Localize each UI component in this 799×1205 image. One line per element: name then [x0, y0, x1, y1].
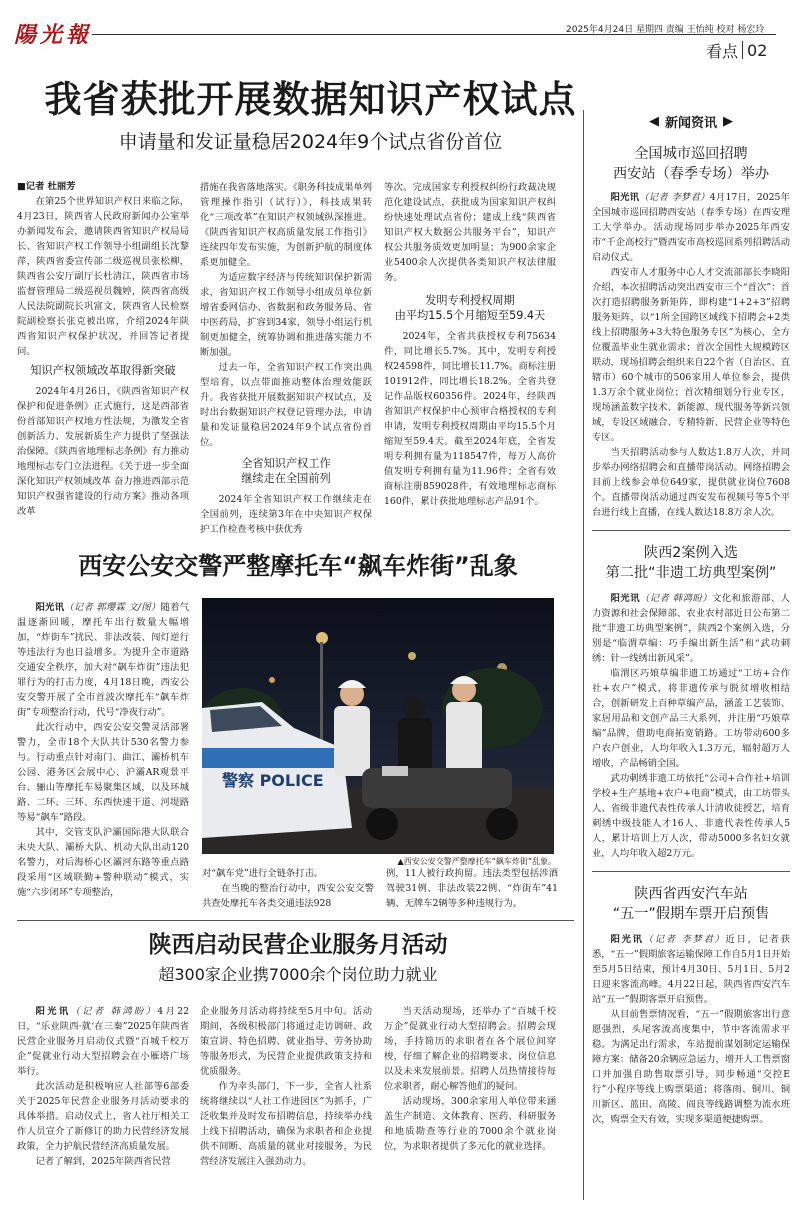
lead-paragraph: 过去一年，全省知识产权工作突出典型培育，以点带面推动整体治理效能跃升。我省获批开展数据知识产权试点，及时出台数据知识产权登记管理办法，申请量和发证量稳居2024年9个试点省份首位。 — [200, 362, 372, 448]
private-paragraph: 活动现场，300余家用人单位带来涵盖生产制造、文体教育、医药、科研服务和地质勘查等行业的7000余个就业岗位，为求职者提供了多元化的就业选择。 — [384, 1096, 556, 1152]
lead-paragraph: 2024年4月26日，《陕西省知识产权保护和促进条例》正式施行，这是西部省份首部知识产权地方性法规，为激发全省创新活力、发展新质生产力提供了坚强法治保障。《陕西省地理标志条例》有力推动地理标志专门立法进程。《关于进一步全面深化知识产权领域改革 奋力推进西部示范知识产权强省建设的行动方案》推动各项改革 — [17, 386, 189, 517]
section-divider — [742, 41, 743, 59]
police-paragraph: 此次行动中，西安公安交警灵活部署警力，全市18个大队共计530名警力参与。行动重点针对南门、曲江、灞桥机车公园、港务区会展中心、沪灞AR观景平台、骊山等摩托车易聚集区域，以及环城路、二环、三环、东西快速干道、河堤路等易“飙车”路段。 — [17, 722, 189, 823]
lead-subheading: 全省知识产权工作 继续走在全国前列 — [241, 457, 331, 485]
sidebar-item-2-paragraph: 临渭区巧娘草编非遗工坊通过“工坊+合作社+农户”模式，将非遗传承与脱贫增收相结合，创新研发上百种草编产品，涵盖工艺装饰、家居用品和文创产品三大系列，并注册“巧娘草编”品牌，借助电商拓宽销路。工坊带动600多户农户创业，人均年收入1.3万元，辐射超万人增收，产品畅销全国。 — [592, 668, 790, 769]
sidebar-item-1-lead: 阳光讯 — [610, 192, 640, 203]
sidebar-item-2-text: 文化和旅游部、人力资源和社会保障部、农业农村部近日公布第二批“非遗工坊典型案例”，陕西2个案例入选，分别是“临渭草编：巧手编出新生活”和“武功刺绣：针一线绣出新风采”。 — [592, 593, 790, 664]
page-number: 02 — [747, 40, 768, 60]
police-col-2 — [202, 866, 374, 911]
police-paragraph: 例，11人被行政拘留。违法类型包括涉酒驾驶31例、非法改装22例、“炸街车”41辆、无牌车2辆等多种违规行为。 — [386, 868, 558, 909]
lead-subheading: 知识产权领域改革取得新突破 — [30, 364, 176, 377]
private-col-3 — [384, 1004, 556, 1154]
sidebar-item-1-paragraph: 西安市人才服务中心人才交流部部长李晓阳介绍，本次招聘活动突出西安市三个“首次”：首次打造招聘服务新矩阵，即构建“1+2+3”招聘服务矩阵，以“1所全国跨区域线下招聘会+2类线上招聘服务+3大特色服务专区”为核心，全方位覆盖毕业生就业需求；首次全国性大规模跨区联动，现场招聘会组织来自22个省（自治区、直辖市）60个城市的506家用人单位参会，提供1.3万余个就业岗位；首次精细划分行业专区，现场涵盖数字技术、新能源、现代服务等新兴领域，专设区域融合、专精特新、民营企业等特色专区。 — [592, 267, 790, 443]
lead-subhead: 申请量和发证量稳居2024年9个试点省份首位 — [118, 131, 503, 153]
sidebar-item-2-paragraph — [592, 591, 790, 666]
lead-col-3 — [384, 180, 556, 509]
sidebar-item-2-byline: （记者 韩鸿盼） — [640, 593, 713, 604]
private-lead: 阳光讯 — [35, 1006, 71, 1017]
arrow-right-icon: ▶ — [723, 113, 733, 129]
sidebar-item-3-paragraph: 从目前售票情况看，“五一”假期旅客出行意愿强烈，头尾客流高度集中，节中客流需求平稳。为满足出行需求，车站提前谋划制定运输保障方案：储备20余辆应急运力，增开人工售票窗口并加强自助售取票引导，同步畅通“交控E行”小程序等线上购票渠道；将落雨、铜川、铜川新区、蓝田、高陵、阎良等线路调整为流水班次，购票全天有效，实现多渠道便捷购票。 — [592, 1009, 790, 1125]
police-car-sign: 警察 POLICE — [222, 771, 324, 790]
lead-paragraph: 2024年全省知识产权工作继续走在全国前列，连续第3年在中央知识产权保护工作检查考核中获优秀 — [200, 494, 372, 535]
private-paragraph: 当天活动现场，还举办了“百城千校万企”促就业行动大型招聘会。招聘会现场，手持简历的求职者在各个展位间穿梭，仔细了解企业的招聘要求、岗位信息以及未来发展前景。招聘人员热情接待每位求职者，耐心解答他们的疑问。 — [384, 1006, 556, 1092]
private-paragraph: 作为幸头部门，下一步，全省人社系统将继续以“人社工作进园区”为抓手，广泛收集并及时发布招聘信息，持续举办线上线下招聘活动，确保为求职者和企业提供不间断、高质量的就业对接服务，为民营经济发展注入强劲动力。 — [200, 1081, 372, 1167]
newspaper-logo: 陽光報 — [14, 22, 93, 48]
private-paragraph: 记者了解到，2025年陕西省民营 — [35, 1156, 171, 1167]
sidebar-item-1-paragraph — [592, 190, 790, 265]
private-byline: （记者 韩鸿盼） — [70, 1006, 158, 1017]
sidebar-section-label — [592, 108, 790, 134]
private-subhead: 超300家企业携7000余个岗位助力就业 — [158, 965, 438, 984]
sidebar-item-1-paragraph: 当天招聘活动参与人数达1.8万人次，并同步举办网络招聘会和直播带岗活动。网络招聘会目前上线参会单位649家，提供就业岗位7608个。直播带岗活动通过西安发布视频号等5个平台进行线上直播，在线人数达18.8万余人次。 — [592, 447, 790, 518]
sidebar-item-2-lead: 阳光讯 — [610, 593, 640, 604]
dateline: 2025年4月24日 星期四 责编 王怡纯 校对 杨宏玲 — [566, 25, 765, 35]
section-name: 看点 — [706, 41, 739, 61]
police-photo — [202, 598, 554, 854]
sidebar-item-3-text: 近日，记者获悉，“五一”假期旅客运输保障工作自5月1日开始至5月5日结束，预计4月30日、5月1日、5月2日迎来客流高峰。4月22日起，陕西省西安汽车站“五一”假期客票开启预售。 — [592, 934, 790, 1005]
sidebar-item-1-title: 全国城市巡回招聘 西安站（春季专场）举办 — [612, 146, 770, 182]
lead-col-2 — [200, 180, 372, 537]
police-paragraph: 对“飙车党”进行全链条打击。 在当晚的整治行动中，西安公安交警共查处摩托车各类交通违法928 — [202, 868, 374, 909]
lead-paragraph: 在第25个世界知识产权日来临之际，4月23日，陕西省人民政府新闻办公室举办新闻发布会，邀请陕西省知识产权局局长、省知识产权工作领导小组副组长沈黎萍，陕西省委宣传部二级巡视员张松柳，陕西省公安厅副厅长杜清江，陕西省市场监督管理局二级巡视员魏婷，陕西省高级人民法院副院长巩富文，陕西省人民检察院副检察长张克被出席，介绍2024年陕西省知识产权保护状况，并回答记者提问。 — [17, 196, 189, 357]
lead-col-1 — [17, 180, 189, 519]
police-lead: 阳光讯 — [35, 602, 65, 613]
lead-byline: ■记者 杜丽芳 — [17, 181, 76, 192]
lead-headline: 我省获批开展数据知识产权试点 — [44, 78, 577, 121]
lead-paragraph: 措施在我省落地落实。《职务科技成果单列管理操作指引（试行）》，科技成果转化“三项改革”在知识产权领域纵深推进。《陕西省知识产权高质量发展工作指引》连续四年发布实施，为创新护航的制度体系更加健全。 — [200, 182, 372, 268]
private-paragraph: 企业服务月活动将持续至5月中旬。活动期间，各级积极部门将通过走访调研、政策宣讲、特色招聘、就业指导、劳务协助等服务形式，为民营企业提供政策支持和优质服务。 — [200, 1006, 372, 1077]
lead-paragraph: 2024年，全省共获授权专利75634件，同比增长5.7%。其中，发明专利授权24598件，同比增长11.7%。商标注册101912件，同比增长18.2%。全省共登记作品版权60356件。2024年，经陕西省知识产权保护中心预审合格授权的专利申请，发明专利授权周期由平均15.5个月缩短至59.4天。截至2024年底，全省发明专利拥有量为118547件，每万人高价值发明专利拥有量为11.96件；全省有效商标注册859028件，有效地理标志商标160件，累计获批地理标志产品91个。 — [384, 331, 556, 507]
police-paragraph: 其中，交管支队沪灞国际港大队联合未央大队、灞桥大队、机动大队出动120名警力，对后海桥心区灞河东路等重点路段采用“区域联勤+警种联动”模式，实施“六步闭环”专项整治， — [17, 827, 189, 898]
sidebar-item-2-title: 陕西2案例入选 第二批“非遗工坊典型案例” — [605, 545, 777, 581]
private-col-1 — [17, 1004, 189, 1169]
police-text: 随着气温逐渐回暖，摩托车出行数量大幅增加，“炸街车”扰民、非法改装、闯灯逆行等违法行为也日益增多。为提升全市道路交通安全秩序，加大对“飙车炸街”违法犯罪行为的打击力度，4月18日晚，西安公安交警开展了全市首波次摩托车“飙车炸街”专项整治行动，代号“净夜行动”。 — [17, 602, 189, 718]
lead-subheading: 发明专利授权周期 由平均15.5个月缩短至59.4天 — [394, 294, 546, 322]
police-photo-caption: ▲西安公安交警严整摩托车“飙车炸街”乱象。 — [397, 857, 556, 866]
private-headline: 陕西启动民营企业服务月活动 — [148, 932, 448, 958]
sidebar-label-text: 新闻资讯 — [664, 115, 717, 131]
sidebar-divider — [592, 871, 790, 872]
sidebar — [592, 108, 790, 1127]
police-col-3 — [386, 866, 558, 911]
police-headline: 西安公安交警严整摩托车“飙车炸街”乱象 — [78, 552, 518, 580]
private-paragraph: 此次活动是积极响应人社部等6部委关于2025年民营企业服务月活动要求的具体举措。启动仪式上，省人社厅相关工作人员宣介了新修订的助力民营经济发展政策，全力护航民营经济高质量发展。 — [17, 1081, 189, 1152]
column-rule — [583, 110, 584, 1200]
section-tag — [706, 38, 767, 62]
sidebar-item-1-text: 4月17日，2025年全国城市巡回招聘西安站（春季专场）在西安理工大学举办。活动现场同步举办2025年西安市“千企高校行”暨西安市高校巡回系列招聘活动启动仪式。 — [592, 192, 790, 263]
police-paragraph — [17, 600, 189, 720]
sidebar-item-3-paragraph — [592, 932, 790, 1007]
police-photo-image — [202, 598, 554, 854]
private-paragraph — [17, 1004, 189, 1079]
private-text: 4月22日，“乐业陕西·就‘在三秦”2025年陕西省民营企业服务月启动仪式暨“百城千校万企”促就业行动大型招聘会在小雁塔广场举行。 — [17, 1006, 189, 1077]
masthead — [0, 0, 799, 66]
police-col-1 — [17, 600, 189, 900]
lead-paragraph: 为适应数字经济与传统知识保护新需求，省知识产权工作领导小组成员单位新增省委网信办、省数据和政务服务局、省中医药局，扩容到34家，领导小组运行机制更加健全，统筹协调和推进落实能力不断加强。 — [200, 272, 372, 358]
sidebar-divider — [592, 530, 790, 531]
arrow-left-icon: ◀ — [648, 113, 659, 129]
sidebar-item-3-title: 陕西省西安汽车站 “五一”假期车票开启预售 — [612, 886, 770, 922]
section-rule — [17, 920, 574, 921]
sidebar-item-3-byline: （记者 李梦君） — [643, 934, 726, 945]
sidebar-item-1-byline: （记者 李梦君） — [639, 192, 710, 203]
private-col-2 — [200, 1004, 372, 1169]
sidebar-item-2-paragraph: 武功刺绣非遗工坊依托“公司+合作社+培训学校+生产基地+农户+电商”模式，由工坊带头人、省级非遗代表性传承人计清收徒授艺，培育刺绣中级技能人才16人、非遗代表性传承人5人，累计培训上万人次，带动5000多名妇女就业，人均年收入超2万元。 — [592, 773, 790, 859]
lead-paragraph: 等次。完成国家专利授权纠纷行政裁决规范化建设试点，获批成为国家知识产权纠纷快速处理试点省份；建成上线“陕西省知识产权大数据公共服务平台”，知识产权公共服务质效更加明显；为900余家企业5400余人次提供各类知识产权法律服务。 — [384, 182, 556, 283]
sidebar-item-3-lead: 阳光讯 — [610, 934, 644, 945]
police-byline: （记者 郭璎霖 文/图） — [64, 602, 161, 613]
